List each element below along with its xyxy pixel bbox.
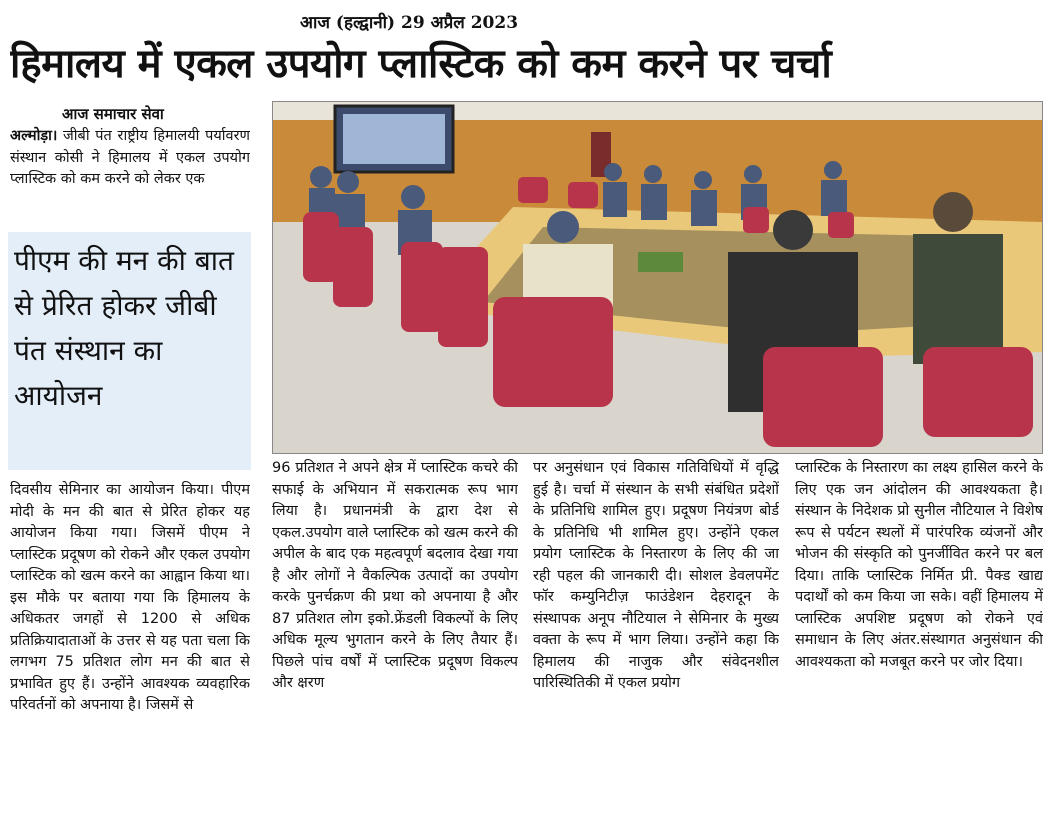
photo-screen-display bbox=[343, 114, 445, 164]
pull-quote-box bbox=[8, 232, 251, 470]
article-column-3 bbox=[533, 458, 779, 810]
article-text-col2: 96 प्रतिशत ने अपने क्षेत्र में प्लास्टिक कचरे की सफाई के अभियान में सकरात्मक रूप भाग लिया है। प्रधानमंत्री के द्वारा देश से एकल.उपयोग वाले प्लास्टिक को खत्म करने की अपील के बाद एक महत्वपूर्ण बदलाव देखा गया है और लोगों ने वैकल्पिक उत्पादों का उपयोग करके पुनर्चक्रण की प्रथा को अपनाया है और 87 प्रतिशत लोग इको.फ्रेंडली विकल्पों के लिए अधिक मूल्य भुगतान करने के लिए तैयार हैं। पिछले पांच वर्षों में प्लास्टिक प्रदूषण विकल्प और क्षरण bbox=[272, 460, 518, 691]
article-column-1-bottom bbox=[10, 480, 250, 810]
article-text-col3: पर अनुसंधान एवं विकास गतिविधियों में वृद्धि हुई है। चर्चा में संस्थान के सभी संबंधित प्रदेशों के प्रतिनिधि शामिल हुए। प्रदूषण नियंत्रण बोर्ड के प्रतिनिधि भी शामिल हुए। उन्होंने एकल प्रयोग प्लास्टिक के निस्तारण के लिए की जा रही पहल की जानकारी दी। सोशल डेवलपमेंट फॉर कम्युनिटीज़ फाउंडेशन देहरादून के संस्थापक अनूप नौटियाल ने सेमिनार के मुख्य वक्ता के रूप में भाग लिया। उन्होंने कहा कि हिमालय की नाजुक और संवेदनशील पारिस्थितिकी में एकल प्रयोग bbox=[533, 460, 779, 691]
byline: आज समाचार सेवा bbox=[62, 105, 164, 123]
article-column-2 bbox=[272, 458, 518, 810]
article-column-1-top bbox=[10, 126, 250, 224]
article-text-intro: जीबी पंत राष्ट्रीय हिमालयी पर्यावरण संस्थान कोसी ने हिमालय में एकल उपयोग प्लास्टिक को कम करने को लेकर एक bbox=[10, 128, 250, 187]
article-text-col1: दिवसीय सेमिनार का आयोजन किया। पीएम मोदी के मन की बात से प्रेरित होकर यह आयोजन किया गया। जिसमें पीएम ने प्लास्टिक प्रदूषण को रोकने और एकल उपयोग प्लास्टिक को खत्म करने का आह्वान किया था। इस मौके पर बताया गया कि हिमालय के अधिकतर जगहों से 1200 से अधिक प्रतिक्रियादाताओं के उत्तर से यह पता चला कि लगभग 75 प्रतिशत लोग मन की बात से प्रभावित हुए हैं। उन्होंने आवश्यक व्यवहारिक परिवर्तनों को अपनाया है। जिसमें से bbox=[10, 482, 250, 713]
article-text-col4: प्लास्टिक के निस्तारण का लक्ष्य हासिल करने के लिए एक जन आंदोलन की आवश्यकता है। संस्थान के निदेशक प्रो सुनील नौटियाल ने विशेष रूप से पर्यटन स्थलों में पारंपरिक व्यंजनों और भोजन की संस्कृति को पुनर्जीवित करने पर बल दिया। ताकि प्लास्टिक निर्मित प्री. पैक्ड खाद्य पदार्थों को कम किया जा सके। वहीं हिमालय में प्लास्टिक अपशिष्ट प्रदूषण को रोकने एवं समाधान के लिए अंतर.संस्थागत अनुसंधान की आवश्यकता को मजबूत करने पर जोर दिया। bbox=[795, 460, 1043, 670]
seminar-photo-illustration bbox=[273, 102, 1043, 454]
photo-flower-arrangement bbox=[638, 252, 683, 272]
headline: हिमालय में एकल उपयोग प्लास्टिक को कम करने पर चर्चा bbox=[10, 41, 832, 87]
article-column-4 bbox=[795, 458, 1043, 810]
dateline: आज (हल्द्वानी) 29 अप्रैल 2023 bbox=[300, 13, 519, 33]
seminar-photo bbox=[272, 101, 1043, 454]
dateline-location: अल्मोड़ा। bbox=[10, 128, 58, 144]
pull-quote-text: पीएम की मन की बात से प्रेरित होकर जीबी पंत संस्थान का आयोजन bbox=[14, 244, 234, 412]
